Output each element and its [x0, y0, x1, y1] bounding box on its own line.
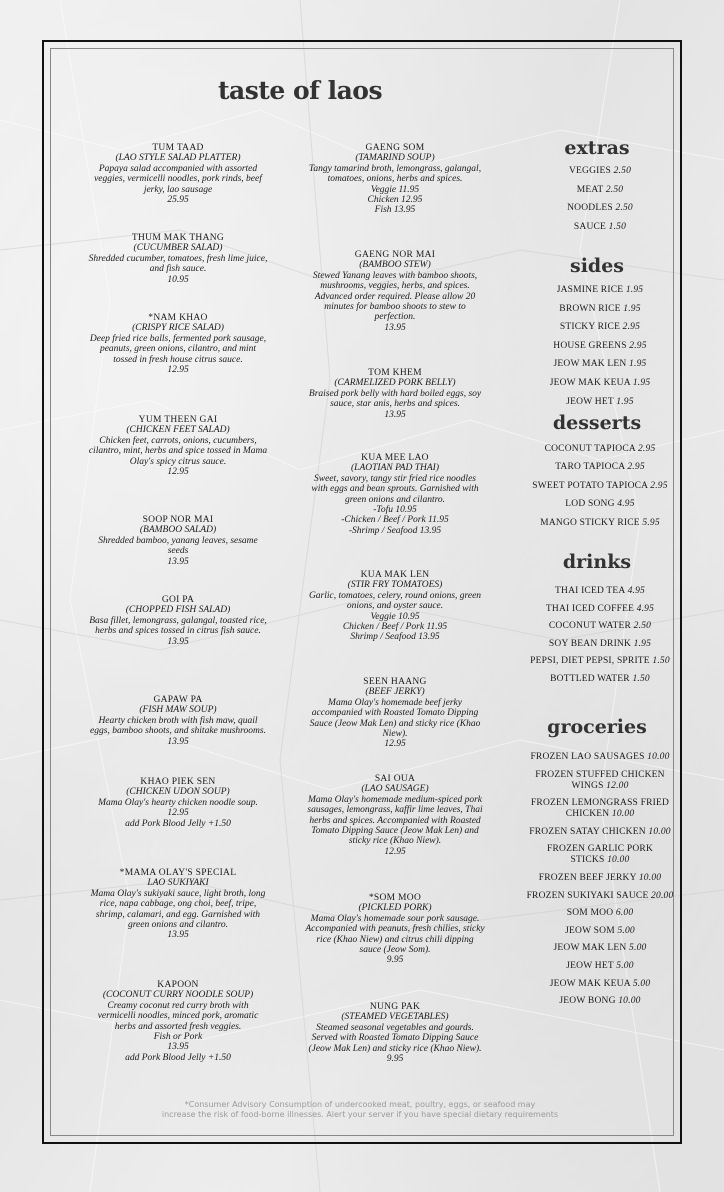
- menu-item: [88, 143, 268, 205]
- item-addon: add Pork Blood Jelly +1.50: [125, 818, 231, 829]
- item-name: VEGGIES: [568, 166, 612, 176]
- item-subtitle: (CHOPPED FISH SALAD): [125, 605, 231, 616]
- sides-item: [500, 341, 700, 352]
- item-description: Mama Olay's homemade beef jerky accompanied with Roasted Tomato Dipping Sauce (Jeow Mak Len) and sticky rice (Khao Niew).: [309, 697, 481, 740]
- sides-item: [500, 378, 700, 389]
- item-name: FROZEN STUFFED CHICKEN: [535, 769, 665, 780]
- item-name: SWEET POTATO TAPIOCA: [532, 480, 648, 491]
- item-subtitle: (LAO SAUSAGE): [361, 784, 429, 795]
- item-price: 4.95: [617, 499, 635, 510]
- item-name: GAENG NOR MAI: [354, 250, 436, 260]
- item-subtitle: (STEAMED VEGETABLES): [341, 1012, 449, 1023]
- item-price: Chicken / Beef / Pork 11.95: [342, 622, 448, 633]
- item-name: JEOW BONG: [559, 996, 616, 1007]
- item-price: 4.95: [627, 586, 645, 596]
- advisory-line-1: *Consumer Advisory Consumption of undercooked meat, poultry, eggs, or seafood may: [184, 1100, 536, 1109]
- item-price: 10.00: [611, 809, 635, 820]
- item-subtitle: (CUCUMBER SALAD): [133, 243, 223, 254]
- groceries-item: [500, 908, 700, 919]
- item-name: YUM THEEN GAI: [138, 415, 218, 425]
- item-price: 12.95: [384, 846, 406, 857]
- item-description: Creamy coconut red curry broth with vermicelli noodles, minced pork, aromatic herbs and assorted fresh veggies.: [97, 1000, 259, 1032]
- groceries-item: [500, 798, 700, 820]
- drinks-item: [500, 604, 700, 615]
- item-name: JEOW MAK KEUA: [549, 378, 631, 388]
- item-description: Shredded bamboo, yanang leaves, sesame seeds: [98, 535, 258, 557]
- item-subtitle: LAO SUKIYAKI: [147, 878, 209, 889]
- item-price: 12.00: [606, 780, 629, 791]
- menu-item: [305, 774, 485, 857]
- item-name: KUA MEE LAO: [361, 453, 429, 463]
- item-description: Mama Olay's homemade medium-spiced pork sausages, lemongrass, kaffir lime leaves, Thai herbs and spices. Accompanied with Roasted Tomato Dipping Sauce (Jeow Mak Len) and sticky rice (Khao Niew).: [307, 794, 483, 847]
- item-price: 13.95: [384, 409, 406, 420]
- item-description: Mama Olay's sukiyaki sauce, light broth, long rice, napa cabbage, ong choi, beef, tripe, shrimp, calamari, and egg. Garnished with green onions and cilantro.: [90, 888, 266, 931]
- item-name: SOOP NOR MAI: [142, 515, 214, 525]
- item-name: SEEN HAANG: [363, 677, 427, 687]
- item-price: 10.95: [167, 274, 189, 285]
- item-price: 1.95: [625, 285, 644, 295]
- groceries-item: [500, 752, 700, 763]
- item-name: LOD SONG: [565, 499, 615, 510]
- item-price: Fish 13.95: [374, 205, 416, 216]
- item-name: FROZEN GARLIC PORK: [547, 844, 653, 855]
- groceries-item: [500, 961, 700, 972]
- drinks-item: [500, 639, 700, 650]
- menu-item: [88, 980, 268, 1063]
- item-price: 12.95: [167, 808, 189, 819]
- item-price: 2.95: [637, 444, 656, 454]
- item-description: Sweet, savory, tangy stir fried rice noodles with eggs and bean sprouts. Garnished with green onions and cilantro.: [311, 473, 479, 505]
- item-price: 5.00: [616, 961, 634, 971]
- item-price: 12.95: [167, 365, 189, 376]
- item-price: 13.95: [167, 1042, 189, 1053]
- menu-item: [88, 515, 268, 567]
- item-price: 2.50: [613, 166, 632, 176]
- menu-item: [88, 868, 268, 941]
- item-subtitle: (TAMARIND SOUP): [355, 153, 435, 164]
- groceries-item: [500, 873, 700, 884]
- item-price: 9.95: [386, 955, 404, 966]
- item-name: KHAO PIEK SEN: [140, 777, 216, 787]
- menu-item: [305, 250, 485, 333]
- item-option: Fish or Pork: [153, 1032, 203, 1043]
- item-price: 6.00: [615, 908, 634, 919]
- item-price: 12.95: [384, 739, 406, 750]
- item-name: *SOM MOO: [368, 893, 422, 903]
- sides-item: [500, 397, 700, 408]
- item-description: Tangy tamarind broth, lemongrass, galangal, tomatoes, onions, herbs and spices.: [308, 163, 482, 185]
- drinks-item: [500, 621, 700, 632]
- item-price: 4.95: [636, 603, 655, 614]
- item-price: 5.95: [642, 517, 660, 528]
- item-subtitle: (LAOTIAN PAD THAI): [351, 463, 439, 474]
- item-name: JASMINE RICE: [556, 285, 624, 295]
- item-price: 2.50: [615, 203, 633, 214]
- item-name: COCONUT TAPIOCA: [544, 444, 636, 454]
- item-price: 10.00: [638, 873, 662, 883]
- menu-item: [305, 143, 485, 216]
- item-name: KAPOON: [157, 980, 199, 990]
- drinks-item: [500, 674, 700, 685]
- item-price: 13.95: [167, 736, 189, 747]
- item-description: Hearty chicken broth with fish maw, quail eggs, bamboo shoots, and shitake mushrooms.: [90, 715, 266, 737]
- item-price: 10.00: [647, 752, 670, 762]
- item-subtitle: (CHICKEN FEET SALAD): [126, 425, 230, 436]
- item-name: TARO TAPIOCA: [555, 462, 625, 473]
- groceries-item: [500, 979, 700, 990]
- groceries-item: [500, 844, 700, 866]
- groceries-item: [500, 996, 700, 1007]
- item-price: 2.95: [627, 462, 645, 473]
- item-name: FROZEN SATAY CHICKEN: [529, 826, 646, 837]
- sides-item: [500, 359, 700, 370]
- item-price: 2.95: [622, 322, 641, 333]
- desserts-item: [500, 518, 700, 529]
- item-price: 2.95: [629, 340, 647, 351]
- item-description: Braised pork belly with hard boiled eggs, soy sauce, star anis, herbs and spices.: [308, 388, 482, 410]
- item-price: 1.50: [652, 656, 670, 667]
- item-price: 10.00: [618, 996, 641, 1007]
- item-price: 2.95: [650, 480, 668, 491]
- groceries-item: [500, 891, 700, 902]
- item-name: COCONUT WATER: [548, 621, 632, 632]
- item-name: NOODLES: [567, 203, 613, 214]
- item-name: GAPAW PA: [153, 695, 203, 705]
- menu-item: [88, 695, 268, 747]
- item-price: 5.00: [629, 943, 647, 954]
- item-description: Mama Olay's hearty chicken noodle soup.: [98, 797, 258, 808]
- item-name: JEOW MAK LEN: [553, 359, 627, 370]
- item-description: Garlic, tomatoes, celery, round onions, green onions, and oyster sauce.: [308, 590, 482, 612]
- item-price: -Tofu 10.95: [373, 505, 417, 516]
- item-name-cont: CHICKEN: [565, 809, 610, 820]
- menu-item: [88, 415, 268, 477]
- item-price: 1.95: [629, 359, 647, 370]
- item-subtitle: (CARMELIZED PORK BELLY): [334, 378, 456, 389]
- item-name: THAI ICED TEA: [555, 586, 625, 596]
- item-subtitle: (BEEF JERKY): [365, 687, 425, 698]
- item-subtitle: (BAMBOO STEW): [359, 260, 431, 271]
- item-subtitle: (CRISPY RICE SALAD): [132, 323, 224, 334]
- extras-item: [500, 222, 700, 233]
- item-name: SOY BEAN DRINK: [548, 638, 632, 649]
- item-price: 13.95: [167, 930, 189, 941]
- desserts-item: [500, 462, 700, 473]
- item-price: Chicken 12.95: [367, 195, 423, 206]
- item-description: Deep fried rice balls, fermented pork sausage, peanuts, green onions, cilantro, and mint tossed in fresh house citrus sauce.: [89, 333, 267, 365]
- menu-item: [88, 313, 268, 375]
- item-description: Papaya salad accompanied with assorted veggies, vermicelli noodles, pork rinds, beef jerky, lao sausage: [94, 163, 262, 195]
- item-name-cont: WINGS: [571, 780, 604, 791]
- item-name: *NAM KHAO: [148, 313, 208, 323]
- item-name: THAI ICED COFFEE: [545, 603, 635, 614]
- menu-title: taste of laos: [217, 76, 383, 105]
- item-price: 25.95: [167, 195, 189, 206]
- item-price: 1.50: [608, 221, 627, 232]
- menu-item: [88, 595, 268, 647]
- item-price: 2.50: [633, 621, 652, 632]
- advisory-line-2: increase the risk of food-borne illnesses. Alert your server if you have special dietary requirements: [161, 1110, 559, 1119]
- item-name: KUA MAK LEN: [360, 570, 430, 580]
- groceries-item: [500, 827, 700, 838]
- menu-item: [88, 777, 268, 829]
- menu-item: [305, 677, 485, 750]
- item-price: Veggie 11.95: [370, 184, 420, 195]
- item-name: BOTTLED WATER: [550, 674, 630, 684]
- item-price: 13.95: [167, 636, 189, 647]
- item-price: 1.95: [623, 303, 641, 314]
- item-subtitle: (STIR FRY TOMATOES): [347, 580, 443, 591]
- item-name: HOUSE GREENS: [553, 340, 627, 351]
- item-name: FROZEN LAO SAUSAGES: [530, 752, 645, 762]
- desserts-item: [500, 481, 700, 492]
- item-name: GOI PA: [161, 595, 195, 605]
- item-name: FROZEN BEEF JERKY: [538, 873, 637, 883]
- sides-item: [500, 285, 700, 296]
- item-name: FROZEN SUKIYAKI SAUCE: [526, 890, 649, 901]
- item-price: 5.00: [617, 925, 635, 936]
- item-name: TUM TAAD: [152, 143, 204, 153]
- item-name: JEOW MAK LEN: [553, 943, 627, 954]
- drinks-item: [500, 586, 700, 597]
- groceries-item: [500, 770, 700, 792]
- item-description: Stewed Yanang leaves with bamboo shoots, mushrooms, veggies, herbs, and spices. Advanced order required. Please allow 20 minutes for bamboo shoots to stew to perfection.: [312, 270, 478, 323]
- item-price: 1.95: [633, 638, 652, 649]
- item-subtitle: (COCONUT CURRY NOODLE SOUP): [102, 990, 254, 1001]
- drinks-heading: drinks: [562, 551, 632, 573]
- extras-heading: extras: [564, 137, 630, 159]
- item-subtitle: (CHICKEN UDON SOUP): [126, 787, 230, 798]
- sides-heading: sides: [570, 255, 624, 277]
- desserts-heading: desserts: [552, 412, 642, 434]
- menu-item: [88, 233, 268, 285]
- menu-item: [305, 453, 485, 536]
- item-price: 10.00: [648, 826, 671, 837]
- item-addon: add Pork Blood Jelly +1.50: [125, 1052, 231, 1063]
- item-price: Veggie 10.95: [370, 611, 420, 622]
- item-price: 2.50: [605, 184, 624, 195]
- menu-item: [305, 1002, 485, 1064]
- item-name: STICKY RICE: [559, 322, 621, 333]
- item-price: -Chicken / Beef / Pork 11.95: [341, 515, 449, 526]
- desserts-item: [500, 444, 700, 455]
- item-price: 9.95: [386, 1054, 404, 1065]
- extras-item: [500, 166, 700, 177]
- item-subtitle: (PICKLED PORK): [358, 903, 432, 914]
- item-description: Shredded cucumber, tomatoes, fresh lime juice, and fish sauce.: [88, 253, 268, 275]
- item-name: *MAMA OLAY'S SPECIAL: [119, 868, 237, 878]
- menu-item: [305, 368, 485, 420]
- item-name: MANGO STICKY RICE: [540, 517, 640, 528]
- item-price: Shrimp / Seafood 13.95: [350, 632, 440, 643]
- item-price: 1.95: [616, 396, 634, 407]
- item-name: PEPSI, DIET PEPSI, SPRITE: [530, 656, 650, 667]
- item-price: 13.95: [384, 322, 406, 333]
- menu-item: [305, 893, 485, 966]
- item-price: 12.95: [167, 467, 189, 478]
- item-name: BROWN RICE: [559, 303, 621, 314]
- item-name: JEOW MAK KEUA: [549, 978, 631, 989]
- sides-item: [500, 304, 700, 315]
- item-name: JEOW HET: [566, 961, 614, 971]
- item-description: Mama Olay's homemade sour pork sausage. Accompanied with peanuts, fresh chilies, sticky rice (Khao Niew) and citrus chili dipping sauce (Jeow Som).: [305, 913, 485, 956]
- item-price: 10.00: [607, 855, 630, 866]
- drinks-item: [500, 656, 700, 667]
- item-subtitle: (FISH MAW SOUP): [139, 705, 217, 716]
- item-subtitle: (BAMBOO SALAD): [139, 525, 217, 536]
- item-name-cont: STICKS: [570, 855, 605, 866]
- item-name: JEOW HET: [566, 396, 614, 407]
- extras-item: [500, 203, 700, 214]
- item-price: -Shrimp / Seafood 13.95: [348, 525, 442, 536]
- item-description: Chicken feet, carrots, onions, cucumbers, cilantro, mint, herbs and spice tossed in Mama Olay's spicy citrus sauce.: [88, 435, 268, 467]
- item-description: Basa fillet, lemongrass, galangal, toasted rice, herbs and spices tossed in citrus fish sauce.: [89, 615, 267, 637]
- consumer-advisory: [130, 1100, 590, 1120]
- sides-item: [500, 322, 700, 333]
- desserts-item: [500, 499, 700, 510]
- item-price: 13.95: [167, 556, 189, 567]
- item-name: GAENG SOM: [365, 143, 425, 153]
- groceries-item: [500, 926, 700, 937]
- item-description: Steamed seasonal vegetables and gourds. Served with Roasted Tomato Dipping Sauce (Jeow Mak Len) and sticky rice (Khao Niew).: [308, 1022, 482, 1054]
- item-price: 1.95: [632, 378, 651, 388]
- groceries-heading: groceries: [547, 716, 647, 738]
- item-name: SAI OUA: [374, 774, 416, 784]
- item-name: FROZEN LEMONGRASS FRIED: [530, 798, 670, 809]
- item-name: NUNG PAK: [369, 1002, 421, 1012]
- item-name: THUM MAK THANG: [131, 233, 225, 243]
- item-subtitle: (LAO STYLE SALAD PLATTER): [115, 153, 241, 164]
- groceries-item: [500, 943, 700, 954]
- item-name: TOM KHEM: [368, 368, 422, 378]
- item-name: JEOW SOM: [565, 925, 615, 936]
- item-price: 5.00: [632, 978, 651, 989]
- item-price: 20.00: [651, 890, 674, 901]
- item-name: SAUCE: [573, 221, 607, 232]
- item-name: MEAT: [576, 184, 604, 195]
- item-price: 1.50: [632, 674, 650, 684]
- item-name: SOM MOO: [566, 908, 614, 919]
- menu-item: [305, 570, 485, 643]
- extras-item: [500, 185, 700, 196]
